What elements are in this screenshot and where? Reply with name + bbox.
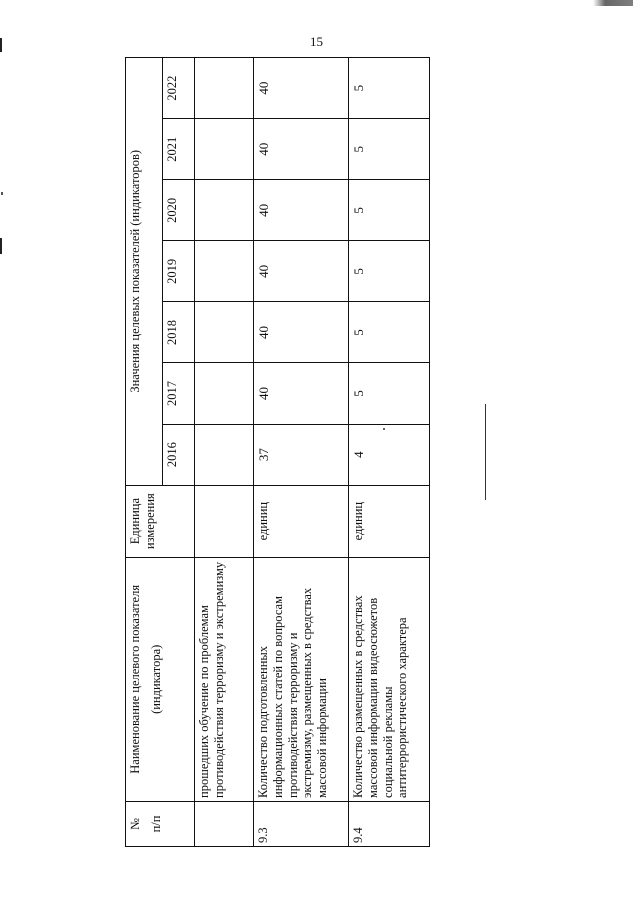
row-number: 9.3: [254, 801, 349, 846]
row-value: 40: [254, 58, 349, 119]
margin-dot: [1, 192, 3, 195]
year-header: 2019: [163, 241, 195, 302]
row-indicator-name: Количество подготовленных информационных статей по вопросам противодействия терроризму и экстремизму, размещенных в средствах массовой информации: [254, 557, 349, 801]
table-row: [254, 58, 349, 847]
row-indicator-name: Количество размещенных в средствах массовой информации видеосюжетов социальной рекламы антитеррористического характера: [349, 557, 430, 801]
row-unit: [195, 485, 254, 557]
scan-dot: [383, 428, 385, 430]
table-row: [195, 58, 254, 847]
row-value: 40: [254, 241, 349, 302]
row-value: [195, 58, 254, 119]
row-number: [195, 801, 254, 846]
header-name: [126, 557, 195, 801]
header-unit: [126, 485, 195, 557]
year-header: 2020: [163, 180, 195, 241]
row-value: 5: [349, 180, 430, 241]
row-unit: единиц: [349, 485, 430, 557]
table-container: [125, 57, 418, 847]
separator-line: [485, 404, 486, 500]
header-number-line2: п/п: [148, 815, 163, 833]
row-value: [195, 241, 254, 302]
row-value: 40: [254, 302, 349, 363]
row-value: 40: [254, 119, 349, 180]
year-header: 2016: [163, 424, 195, 485]
row-value: 37: [254, 424, 349, 485]
page-number: 15: [310, 34, 323, 49]
header-unit-line2: измерения: [142, 493, 157, 550]
row-value: 5: [349, 119, 430, 180]
year-header: 2017: [163, 363, 195, 424]
row-value: 5: [349, 363, 430, 424]
row-value: 5: [349, 58, 430, 119]
table-row: [349, 58, 430, 847]
rotated-table-frame: [125, 57, 418, 847]
header-name-line2: (индикатора): [148, 644, 163, 714]
indicator-table: [125, 57, 430, 847]
header-name-line1: Наименование целевого показателя: [128, 584, 142, 774]
scan-corner-mark: [593, 0, 633, 6]
header-unit-line1: Единица: [128, 497, 142, 545]
year-header: 2021: [163, 119, 195, 180]
row-value: 5: [349, 241, 430, 302]
margin-mark-top: [0, 38, 2, 52]
row-unit: единиц: [254, 485, 349, 557]
row-value: 40: [254, 180, 349, 241]
row-value: 5: [349, 302, 430, 363]
header-values: Значения целевых показателей (индикаторов): [126, 58, 163, 486]
header-number: [126, 801, 195, 846]
margin-mark-middle: [0, 238, 2, 254]
year-header: 2018: [163, 302, 195, 363]
row-value: 4: [349, 424, 430, 485]
row-value: [195, 363, 254, 424]
row-value: [195, 424, 254, 485]
row-value: [195, 119, 254, 180]
row-value: [195, 180, 254, 241]
row-value: [195, 302, 254, 363]
row-value: 40: [254, 363, 349, 424]
row-indicator-name: прошедших обучение по проблемам противодействия терроризму и экстремизму: [195, 557, 254, 801]
header-number-line1: №: [128, 818, 142, 830]
row-number: 9.4: [349, 801, 430, 846]
year-header: 2022: [163, 58, 195, 119]
